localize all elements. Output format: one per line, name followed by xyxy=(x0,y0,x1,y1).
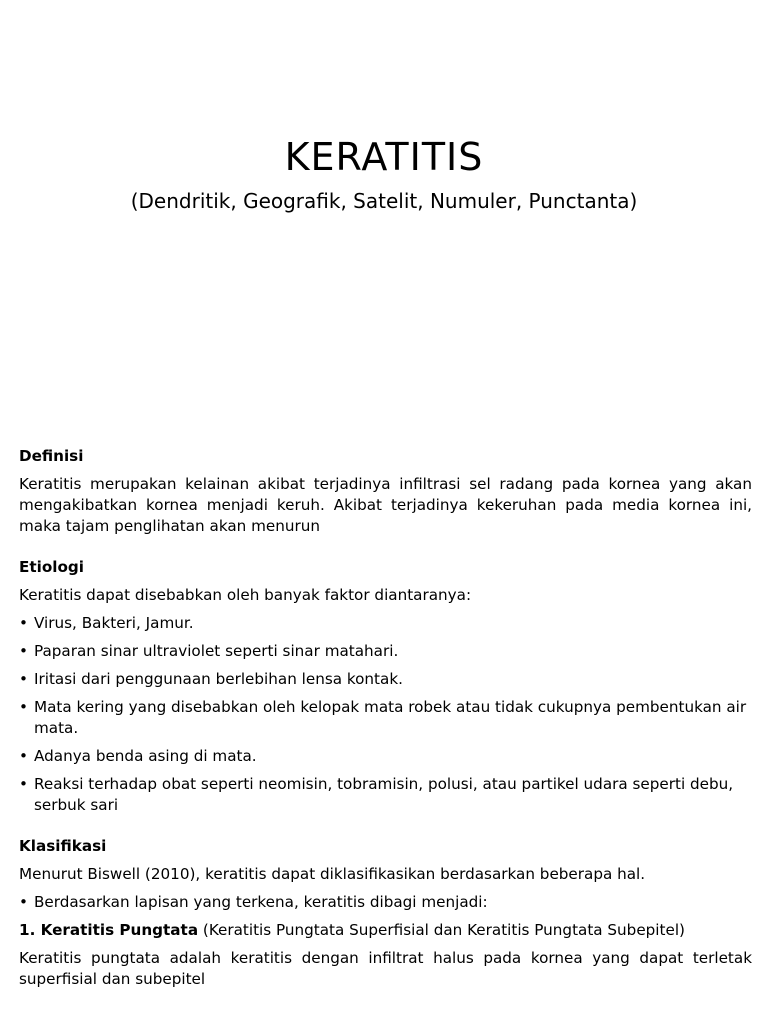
bullet-icon: • xyxy=(19,642,28,660)
etiologi-intro: Keratitis dapat disebabkan oleh banyak faktor diantaranya: xyxy=(19,586,472,604)
section-gap xyxy=(19,537,752,557)
bullet-icon: • xyxy=(19,614,28,632)
list-item xyxy=(19,697,752,739)
bullet-icon: • xyxy=(19,670,28,688)
page-title: KERATITIS xyxy=(284,135,484,179)
numbered-item xyxy=(19,920,752,941)
klasifikasi-list xyxy=(19,892,752,913)
bullet-icon: • xyxy=(19,698,28,716)
definisi-heading: Definisi xyxy=(19,447,84,465)
bullet-icon: • xyxy=(19,775,28,793)
list-item xyxy=(19,746,752,767)
page-subtitle: (Dendritik, Geografik, Satelit, Numuler, Punctanta) xyxy=(130,189,638,213)
numbered-item-desc: (Keratitis Pungtata Superfisial dan Keratitis Pungtata Subepitel) xyxy=(198,921,685,939)
list-item-text: Mata kering yang disebabkan oleh kelopak mata robek atau tidak cukupnya pembentukan air mata. xyxy=(34,698,747,737)
section-gap xyxy=(19,816,752,836)
etiologi-list xyxy=(19,613,752,816)
klasifikasi-text: Keratitis pungtata adalah keratitis dengan infiltrat halus pada kornea yang dapat terletak superfisial dan subepitel xyxy=(19,949,752,988)
list-item-text: Iritasi dari penggunaan berlebihan lensa kontak. xyxy=(34,670,403,688)
list-item xyxy=(19,892,752,913)
list-item-text: Reaksi terhadap obat seperti neomisin, tobramisin, polusi, atau partikel udara seperti debu, serbuk sari xyxy=(34,775,734,814)
document-body xyxy=(19,446,752,990)
etiologi-heading: Etiologi xyxy=(19,558,84,576)
klasifikasi-intro: Menurut Biswell (2010), keratitis dapat diklasifikasikan berdasarkan beberapa hal. xyxy=(19,865,646,883)
title-block xyxy=(0,130,768,216)
list-item-text: Berdasarkan lapisan yang terkena, keratitis dibagi menjadi: xyxy=(34,893,488,911)
bullet-icon: • xyxy=(19,747,28,765)
list-item xyxy=(19,669,752,690)
list-item-text: Paparan sinar ultraviolet seperti sinar matahari. xyxy=(34,642,399,660)
list-item xyxy=(19,613,752,634)
klasifikasi-heading: Klasifikasi xyxy=(19,837,107,855)
bullet-icon: • xyxy=(19,893,28,911)
list-item xyxy=(19,641,752,662)
list-item-text: Adanya benda asing di mata. xyxy=(34,747,257,765)
numbered-item-title: 1. Keratitis Pungtata xyxy=(19,921,199,939)
definisi-text: Keratitis merupakan kelainan akibat terjadinya infiltrasi sel radang pada kornea yang akan mengakibatkan kornea menjadi keruh. Akibat terjadinya kekeruhan pada media kornea ini, maka tajam penglihatan akan menurun xyxy=(19,475,752,535)
list-item xyxy=(19,774,752,816)
list-item-text: Virus, Bakteri, Jamur. xyxy=(34,614,194,632)
